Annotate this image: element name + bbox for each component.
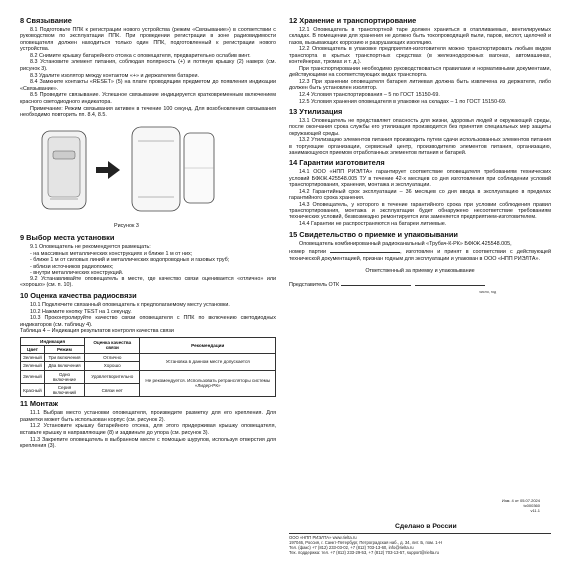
s8-note: Примечание: Режим связывания активен в течение 100 секунд. Для возобновления связывания необходимо повторить пп. 8.4, 8.5. bbox=[20, 105, 276, 118]
section-14-title: 14 Гарантии изготовителя bbox=[289, 158, 385, 168]
otk-signature-line bbox=[341, 280, 411, 286]
s10-p2: 10.2 Нажмите кнопку TEST на 1 секунду. bbox=[30, 308, 132, 315]
th-recommendations: Рекомендации bbox=[140, 337, 276, 353]
s11-p1: 11.1 Выбрав место установки оповещателя, произведите разметку для его крепления. Для разметки может быть использован корпус (см. рисунок 2). bbox=[20, 410, 276, 423]
cell-recommendation: Установка в данном месте допускается bbox=[140, 354, 276, 370]
cell-quality: Отлично bbox=[85, 354, 140, 362]
s12-p5: 12.4 Условия транспортирования – 5 по ГОСТ 15150-69. bbox=[299, 91, 440, 98]
quality-table bbox=[20, 337, 276, 398]
print-info bbox=[500, 498, 540, 513]
footer-support: Тех. поддержка: тел. +7 (812) 233-29-53, +7 (812) 703-13-57, support@rielta.ru bbox=[289, 550, 440, 555]
otk-label: Представитель ОТК bbox=[289, 282, 340, 289]
th-color: Цвет bbox=[21, 345, 45, 353]
figure-3 bbox=[20, 121, 276, 231]
s12-p1: 12.1 Оповещатель в транспортной таре должен храниться в отапливаемых, вентилируемых складах. В помещении для хранения не должно быть токопроводящей пыли, паров, кислот, щелочей и газов, вызывающих коррозию и разрушающих изоляцию. bbox=[289, 27, 551, 46]
list-item: - на массивных металлических конструкциях и ближе 1 м от них; bbox=[30, 251, 276, 257]
cell-mode: Серия включений bbox=[44, 383, 84, 396]
list-item: - внутри металлических конструкций. bbox=[30, 270, 276, 276]
th-mode: Режим bbox=[44, 345, 84, 353]
s10-p3: 10.3 Проконтролируйте качество связи оповещателя с ППК по включению светодиодных индикаторов (см. таблицу 4). bbox=[20, 315, 276, 328]
section-8-title: 8 Связывание bbox=[20, 16, 72, 25]
s9-p2: 9.2 Устанавливайте оповещатель в месте, где качество связи оценивается «отлично» или «хорошо» (см. п. 10). bbox=[20, 276, 276, 289]
s13-p1: 13.1 Оповещатель не представляет опасность для жизни, здоровья людей и окружающей среды, после окончания срока службы его утилизация производится без принятия специальных мер защиты окружающей среды. bbox=[289, 118, 551, 137]
s11-p2: 11.2 Установите крышку батарейного отсека, для этого придерживая крышку оповещателя, вставьте крышку в направляющие (8) и задвиньте до упора (см. рисунок 3). bbox=[20, 423, 276, 436]
figure-3-drawing bbox=[20, 121, 276, 221]
s14-p4: 14.4 Гарантии не распространяются на батареи литиевые. bbox=[299, 221, 447, 228]
list-item: - вблизи источников радиопомех; bbox=[30, 264, 276, 270]
footer-company: ООО «НПП РИЭЛТА» www.rielta.ru bbox=[289, 535, 357, 540]
list-item: - ближе 1 м от силовых линий и металлических водопроводных и газовых труб; bbox=[30, 257, 276, 263]
right-column bbox=[289, 14, 551, 295]
s8-p2: 8.2 Снимите крышку батарейного отсека с оповещателя, предварительно ослабив винт. bbox=[30, 52, 251, 59]
otk-date-hint: число, год bbox=[479, 290, 497, 294]
cell-mode: Два включения bbox=[44, 362, 84, 370]
s8-p1: 8.1 Подготовьте ППК к регистрации нового устройства (режим «Связывание») в соответствии с руководством по эксплуатации ППК. При проведении регистрации в зоне радиовидимости оповещателя должен находиться только один ППК, подготовленный к регистрации нового устройства. bbox=[20, 27, 276, 52]
s12-p6: 12.5 Условия хранения оповещателя в упаковке на складах – 1 по ГОСТ 15150-69. bbox=[299, 98, 507, 105]
s15-p2 bbox=[289, 247, 551, 262]
made-in-russia: Сделано в России bbox=[395, 523, 457, 530]
s8-p5: 8.4 Замкните контакты «RESET» (5) на плате проводящим предметом до появления индикации «Связывание». bbox=[20, 79, 276, 92]
print-code: tc000360 bbox=[523, 503, 540, 508]
responsible-label: Ответственный за приемку и упаковывание bbox=[365, 267, 475, 274]
batch-number-line bbox=[330, 247, 400, 253]
otk-date-line bbox=[415, 280, 485, 286]
cell-mode: Одно включение bbox=[44, 370, 84, 383]
batch-number-label: номер партии bbox=[289, 249, 327, 256]
otk-row bbox=[289, 280, 551, 288]
s12-p2: 12.2 Оповещатель в упаковке предприятия-изготовителя можно транспортировать любым видом транспорта в крытых транспортных средствах (в железнодорожных вагонах, автомашинах, контейнерах, трюмах и т. д.). bbox=[289, 46, 551, 65]
table-row bbox=[21, 354, 276, 362]
cell-quality: Связи нет bbox=[85, 383, 140, 396]
s14-p3: 14.3 Оповещатель, у которого в течение гарантийного срока при условии соблюдения правил транспортирования, монтажа и эксплуатации будет обнаружено несоответствие требованиям технических условий, безвозмездно ремонтируется или заменяется предприятием-изготовителем. bbox=[289, 201, 551, 221]
table-4-caption: Таблица 4 – Индикация результатов контроля качества связи bbox=[20, 328, 174, 335]
section-13-title: 13 Утилизация bbox=[289, 107, 343, 117]
table-row bbox=[21, 370, 276, 383]
s12-p3: При транспортировании необходимо руководствоваться правилами и нормативными документами, действующими на соответствующих видах транспорта. bbox=[289, 65, 551, 79]
company-footer bbox=[289, 535, 551, 555]
s15-p2-text: , изготовлен и принят в соответствии с действующей технической документацией, признан годным для эксплуатации и упакован в ООО «НПП РИЭЛТА». bbox=[289, 249, 551, 262]
th-indication: Индикация bbox=[21, 337, 85, 345]
section-12-title: 12 Хранение и транспортирование bbox=[289, 16, 417, 25]
s10-p1: 10.1 Подключите связанный оповещатель к предполагаемому месту установки. bbox=[30, 301, 230, 308]
cell-recommendation: Не рекомендуется. Использовать ретрансляторы системы «Лидер-РК» bbox=[140, 370, 276, 397]
cell-color: Зеленый bbox=[21, 354, 45, 362]
cell-color: Красный bbox=[21, 383, 45, 396]
s8-p4: 8.3 Удалите изолятор между контактом «+» и держателем батареи. bbox=[30, 72, 199, 79]
cell-color: Зеленый bbox=[21, 370, 45, 383]
s11-p3: 11.3 Закрепите оповещатель в выбранном месте с помощью шурупов, используя отверстия для крепления (3). bbox=[20, 436, 276, 449]
table-header-row bbox=[21, 337, 276, 345]
s14-p2: 14.2 Гарантийный срок эксплуатации – 36 месяцев со дня ввода в эксплуатацию в пределах гарантийного срока хранения. bbox=[289, 188, 551, 202]
section-10-title: 10 Оценка качества радиосвязи bbox=[20, 290, 137, 300]
s8-p3: 8.3 Установите элемент питания, соблюдая полярность (+) и потянув крышку (2) наверх (см. рисунок 3). bbox=[20, 59, 276, 72]
cell-quality: Хорошо bbox=[85, 362, 140, 370]
footer-divider bbox=[289, 533, 551, 534]
th-quality: Оценка качества связи bbox=[85, 337, 140, 353]
s13-p2: 13.2 Утилизацию элементов питания производить путем сдачи использованных элементов питания в торгующие организации, сервисный центр, производителю элементов питания, организацию, занимающуюся приемом отработанных элементов питания и батарей. bbox=[289, 137, 551, 157]
section-11-title: 11 Монтаж bbox=[20, 399, 58, 409]
print-version: v11.1 bbox=[530, 508, 540, 513]
left-column bbox=[20, 14, 276, 450]
s8-p6: 8.5 Проведите связывание. Успешное связывание индицируется кратковременным включением красного светодиодного индикатора. bbox=[20, 92, 276, 105]
figure-3-caption: Рисунок 3 bbox=[114, 223, 139, 230]
cell-color: Зеленый bbox=[21, 362, 45, 370]
cell-quality: Удовлетворительно bbox=[85, 370, 140, 383]
section-9-title: 9 Выбор места установки bbox=[20, 233, 115, 243]
section-15-title: 15 Свидетельство о приемке и упаковывании bbox=[289, 229, 458, 239]
s9-list bbox=[20, 251, 276, 276]
s9-p1: 9.1 Оповещатель не рекомендуется размещать: bbox=[30, 244, 151, 251]
s14-p1: 14.1 ООО «НПП РИЭЛТА» гарантирует соответствие оповещателя требованиям технических условий БФКЖ.425548.005 ТУ в течение 42-х месяцев со дня изготовления при соблюдении условий транспортирования, хранения, монтажа и эксплуатации. bbox=[289, 169, 551, 188]
print-revision: Изм. 4 от 05.07.2024 bbox=[501, 498, 540, 503]
footer-address: 197046, Россия, г. Санкт-Петербург, Петроградская наб., д. 34, лит. Б, пом. 1-Н bbox=[289, 540, 443, 545]
cell-mode: Три включения bbox=[44, 354, 84, 362]
footer-phone: Тел. (факс) +7 (812) 233-03-02, +7 (812) 703-13-60, info@rielta.ru bbox=[289, 545, 414, 550]
s12-p4: 12.3 При хранении оповещателя батарея литиевая должна быть извлечена из держателя, либо должен быть установлен изолятор. bbox=[289, 78, 551, 92]
s15-p1: Оповещатель комбинированный радиоканальный «Трубач-К-РК» БФКЖ.425548.005, bbox=[299, 240, 512, 247]
